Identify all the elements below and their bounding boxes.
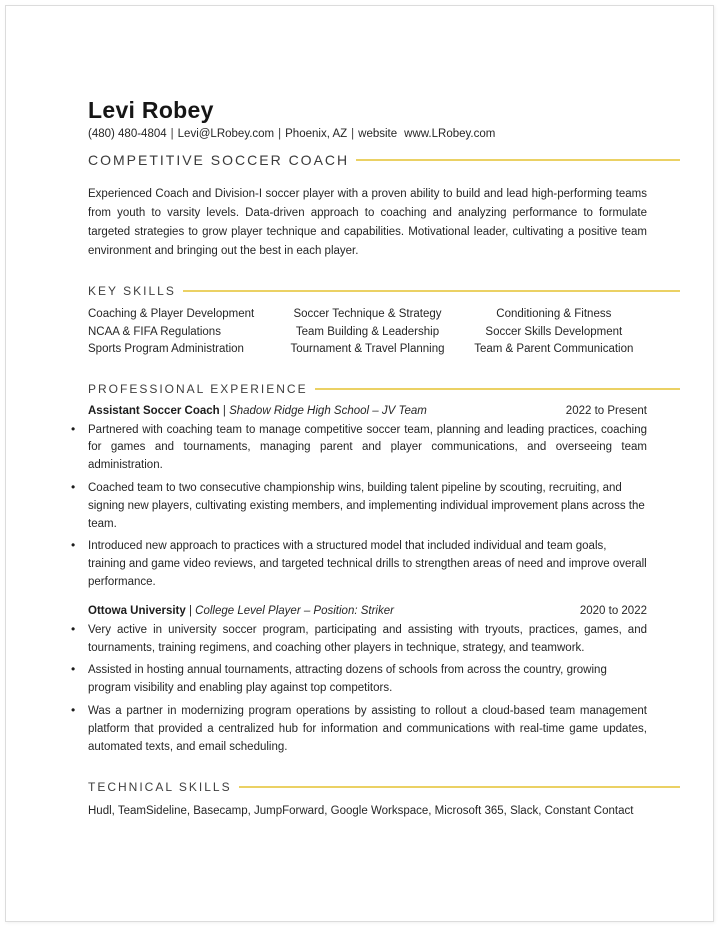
separator: | bbox=[185, 604, 196, 617]
job-header bbox=[88, 405, 647, 417]
gold-rule bbox=[315, 388, 680, 390]
email-address: Levi@LRobey.com bbox=[177, 128, 275, 141]
job-bullet-list bbox=[88, 422, 647, 592]
resume-title-heading bbox=[88, 152, 680, 168]
separator: | bbox=[351, 128, 355, 141]
skill-item: Conditioning & Fitness bbox=[496, 308, 612, 321]
job-bullet: • Coached team to two consecutive championship wins, building talent pipeline by scouting, recruiting, and signing new players, cultivating existing members, and implementing individual improvement plans across the team. bbox=[88, 480, 647, 533]
website-url: www.LRobey.com bbox=[404, 128, 496, 141]
skill-item: NCAA & FIFA Regulations bbox=[88, 325, 221, 338]
skill-item: Coaching & Player Development bbox=[88, 308, 255, 321]
key-skills-heading bbox=[88, 284, 680, 298]
resume-title-text: COMPETITIVE SOCCER COACH bbox=[88, 152, 350, 169]
job-dates: 2022 to Present bbox=[565, 404, 647, 417]
skill-item: Soccer Technique & Strategy bbox=[293, 308, 442, 321]
experience-heading bbox=[88, 382, 680, 396]
website-label: website bbox=[358, 128, 398, 141]
job-title-line bbox=[88, 405, 427, 417]
person-name: Levi Robey bbox=[88, 97, 214, 123]
key-skills-grid bbox=[88, 306, 647, 359]
skill-item: Team Building & Leadership bbox=[295, 325, 440, 338]
location-text: Phoenix, AZ bbox=[285, 128, 348, 141]
skill-item: Sports Program Administration bbox=[88, 343, 244, 356]
gold-rule bbox=[183, 290, 680, 292]
gold-rule bbox=[239, 786, 680, 788]
contact-line bbox=[88, 128, 680, 140]
technical-skills-heading bbox=[88, 780, 680, 794]
separator: | bbox=[170, 128, 174, 141]
separator: | bbox=[278, 128, 282, 141]
technical-skills-list: Hudl, TeamSideline, Basecamp, JumpForward, Google Workspace, Microsoft 365, Slack, Constant Contact bbox=[88, 805, 634, 818]
job-dates: 2020 to 2022 bbox=[579, 604, 647, 617]
job-title: Ottowa University bbox=[88, 604, 186, 617]
job-bullet: • Introduced new approach to practices with a structured model that included individual and team goals, training and game video reviews, and targeted technical drills to strengthen areas of need and improve overall performance. bbox=[88, 538, 647, 591]
summary-paragraph: Experienced Coach and Division-I soccer player with a proven ability to build and lead high-performing teams from youth to varsity levels. Data-driven approach to coaching and analyzing performance to formulate targeted strategies to grow player technique and capabilities. Motivational leader, cultivating a positive team environment and bringing out the best in each player. bbox=[88, 188, 647, 258]
resume-content bbox=[6, 6, 713, 820]
job-bullet: • Very active in university soccer program, participating and assisting with tryouts, practices, games, and tournaments, training regimens, and coaching other players in technique, strategy, and teamwork. bbox=[88, 622, 647, 658]
job-title-line bbox=[88, 605, 394, 617]
job-subtitle: Shadow Ridge High School – JV Team bbox=[229, 404, 427, 417]
job-header bbox=[88, 605, 647, 617]
skill-item: Soccer Skills Development bbox=[485, 325, 623, 338]
job-bullet: • Assisted in hosting annual tournaments, attracting dozens of schools from across the country, growing program visibility and enabling play against top competitors. bbox=[88, 662, 647, 698]
gold-rule bbox=[356, 159, 680, 161]
job-bullet: • Partnered with coaching team to manage competitive soccer team, planning and leading practices, coaching for games and tournaments, managing parent and player communications, and overseeing team administration. bbox=[88, 422, 647, 475]
job-subtitle: College Level Player – Position: Striker bbox=[195, 604, 394, 617]
separator: | bbox=[219, 404, 230, 417]
technical-skills-heading-text: TECHNICAL SKILLS bbox=[88, 780, 232, 795]
skill-item: Tournament & Travel Planning bbox=[290, 343, 445, 356]
resume-page bbox=[5, 5, 714, 922]
experience-heading-text: PROFESSIONAL EXPERIENCE bbox=[88, 381, 308, 396]
job-bullet: • Was a partner in modernizing program operations by assisting to rollout a cloud-based team management platform that provided a centralized hub for information and communications with real-time game updates, automated texts, and email scheduling. bbox=[88, 703, 647, 756]
skill-item: Team & Parent Communication bbox=[474, 343, 634, 356]
key-skills-heading-text: KEY SKILLS bbox=[88, 284, 176, 299]
job-title: Assistant Soccer Coach bbox=[88, 404, 220, 417]
job-bullet-list bbox=[88, 622, 647, 757]
phone-number: (480) 480-4804 bbox=[88, 128, 167, 141]
